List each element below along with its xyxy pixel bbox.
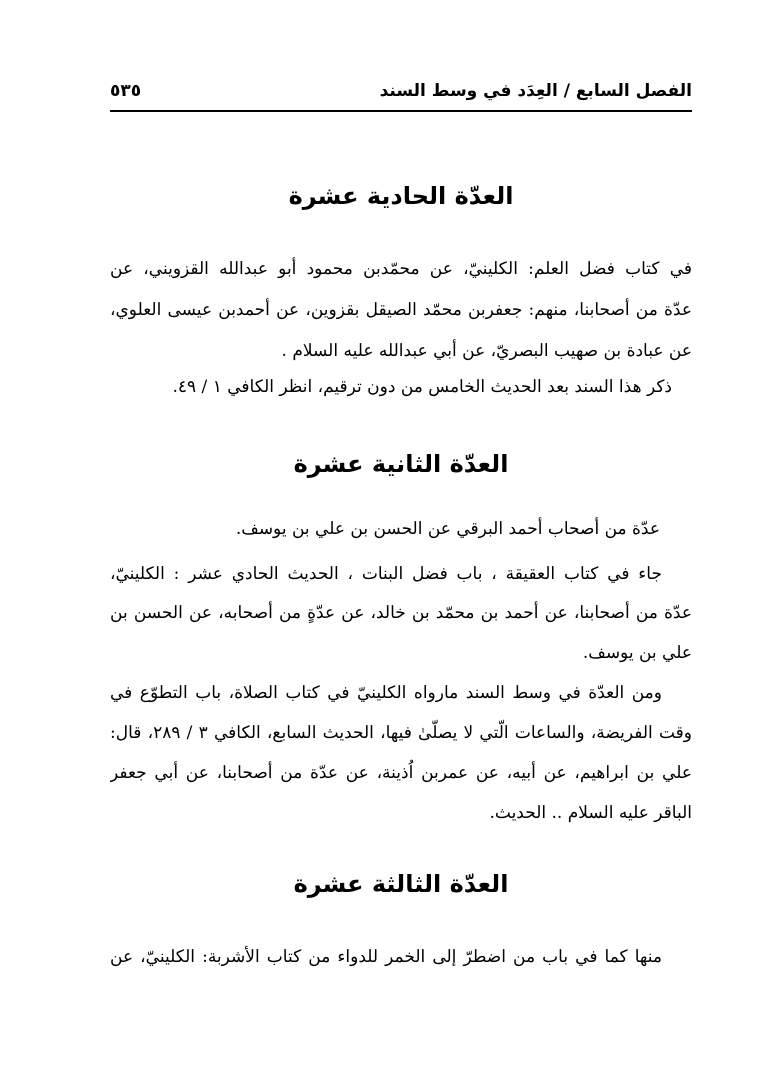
paragraph-line: في كتاب فضل العلم: الكلينيّ، عن محمّدبن محمود أبو عبدالله القزويني، عن [110, 259, 692, 279]
paragraph-line: عدّة من أصحابنا، عن أحمد بن محمّد بن خالد، عن عدّةٍ من أصحابه، عن الحسن بن [110, 603, 692, 623]
chapter-title: الفصل السابع / العِدَد في وسط السند [379, 81, 692, 101]
paragraph-line: علي بن يوسف. [582, 643, 692, 663]
running-header [110, 76, 692, 106]
paragraph-line: منها كما في باب من اضطرّ إلى الخمر للدواء من كتاب الأشربة: الكلينيّ، عن [110, 947, 662, 967]
paragraph-line: وقت الفريضة، والساعات الّتي لا يصلّىٰ فيها، الحديث السابع، الكافي ٣ / ٢٨٩، قال: [110, 723, 692, 743]
section-title-11: العدّة الحادية عشرة [288, 182, 514, 210]
section-title-13: العدّة الثالثة عشرة [293, 870, 509, 898]
section-title-12: العدّة الثانية عشرة [293, 450, 509, 478]
footnote-line: ذكر هذا السند بعد الحديث الخامس من دون ترقيم، انظر الكافي ١ / ٤٩. [172, 377, 672, 397]
header-divider [110, 110, 692, 112]
page-number: ٥٣٥ [110, 81, 142, 101]
paragraph-line: عدّة من أصحابنا، منهم: جعفربن محمّد الصيقل بقزوين، عن أحمدبن عيسى العلوي، [110, 300, 692, 320]
paragraph-line: جاء في كتاب العقيقة ، باب فضل البنات ، الحديث الحادي عشر : الكلينيّ، [110, 564, 662, 584]
paragraph-line: ومن العدّة في وسط السند مارواه الكلينيّ في كتاب الصلاة، باب التطوّع في [110, 683, 662, 703]
paragraph-line: الباقر عليه السلام .. الحديث. [489, 803, 692, 823]
paragraph-line: عدّة من أصحاب أحمد البرقي عن الحسن بن علي بن يوسف. [235, 519, 660, 539]
paragraph-line: عن عبادة بن صهيب البصريّ، عن أبي عبدالله عليه السلام . [281, 341, 692, 361]
paragraph-line: علي بن ابراهيم، عن أبيه، عن عمربن اُذينة، عن عدّة من أصحابنا، عن أبي جعفر [110, 763, 692, 783]
